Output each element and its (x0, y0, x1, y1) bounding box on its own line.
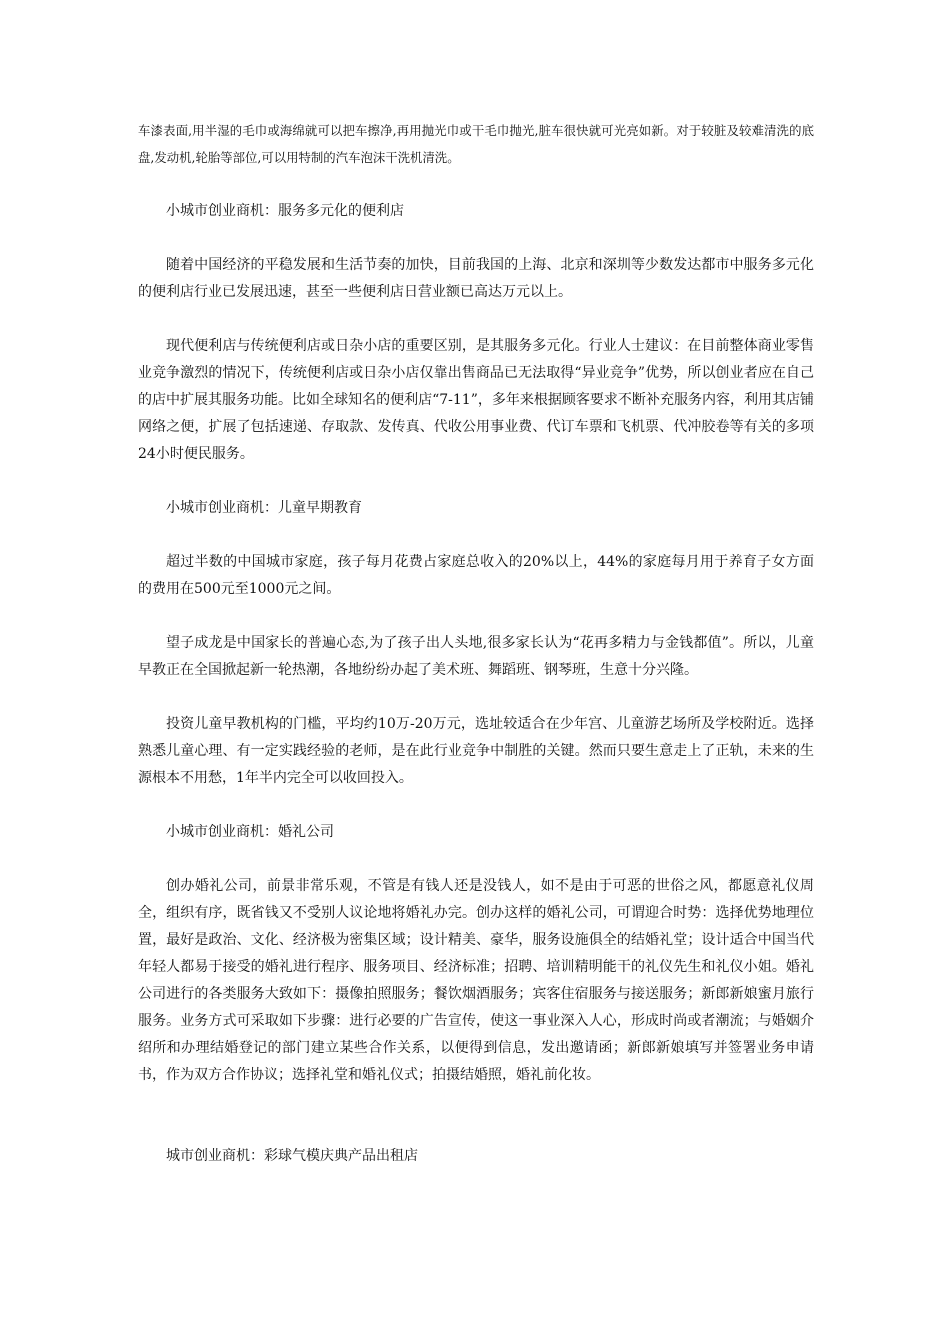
heading-balloon-rental: 城市创业商机：彩球气模庆典产品出租店 (166, 1148, 418, 1164)
paragraph-education-demand: 望子成龙是中国家长的普遍心态,为了孩子出人头地,很多家长认为“花再多精力与金钱都值”。所以，儿童早教正在全国掀起新一轮热潮，各地纷纷办起了美术班、舞蹈班、钢琴班，生意十分兴隆。 (138, 635, 814, 678)
paragraph-convenience-detail: 现代便利店与传统便利店或日杂小店的重要区别，是其服务多元化。行业人士建议：在目前整体商业零售业竞争激烈的情况下，传统便利店或日杂小店仅靠出售商品已无法取得“异业竞争”优势，所以创业者应在自己的店中扩展其服务功能。比如全球知名的便利店“7-11”，多年来根据顾客要求不断补充服务内容，利用其店铺网络之便，扩展了包括速递、存取款、发传真、代收公用事业费、代订车票和飞机票、代冲胶卷等有关的多项24小时便民服务。 (138, 338, 814, 462)
paragraph-car-wash: 车漆表面,用半湿的毛巾或海绵就可以把车擦净,再用抛光巾或干毛巾抛光,脏车很快就可光亮如新。对于较脏及较难清洗的底盘,发动机,轮胎等部位,可以用特制的汽车泡沫干洗机清洗。 (138, 123, 814, 165)
paragraph-wedding-company: 创办婚礼公司，前景非常乐观，不管是有钱人还是没钱人，如不是由于可恶的世俗之风，都愿意礼仪周全，组织有序，既省钱又不受别人议论地将婚礼办完。创办这样的婚礼公司，可谓迎合时势：选择优势地理位置，最好是政治、文化、经济极为密集区域；设计精美、豪华，服务设施俱全的结婚礼堂；设计适合中国当代年轻人都易于接受的婚礼进行程序、服务项目、经济标准；招聘、培训精明能干的礼仪先生和礼仪小姐。婚礼公司进行的各类服务大致如下：摄像拍照服务；餐饮烟酒服务；宾客住宿服务与接送服务；新郎新娘蜜月旅行服务。业务方式可采取如下步骤：进行必要的广告宣传，使这一事业深入人心，形成时尚或者潮流；与婚姻介绍所和办理结婚登记的部门建立某些合作关系，以便得到信息，发出邀请函；新郎新娘填写并签署业务申请书，作为双方合作协议；选择礼堂和婚礼仪式；拍摄结婚照，婚礼前化妆。 (138, 878, 814, 1083)
paragraph-education-investment: 投资儿童早教机构的门槛，平均约10万-20万元，选址较适合在少年宫、儿童游艺场所及学校附近。选择熟悉儿童心理、有一定实践经验的老师，是在此行业竞争中制胜的关键。然而只要生意走上了正轨，未来的生源根本不用愁，1年半内完全可以收回投入。 (138, 716, 814, 786)
paragraph-convenience-intro: 随着中国经济的平稳发展和生活节奏的加快，目前我国的上海、北京和深圳等少数发达都市中服务多元化的便利店行业已发展迅速，甚至一些便利店日营业额已高达万元以上。 (138, 257, 814, 300)
heading-early-education: 小城市创业商机：儿童早期教育 (166, 500, 362, 516)
paragraph-education-stats: 超过半数的中国城市家庭，孩子每月花费占家庭总收入的20%以上，44%的家庭每月用于养育子女方面的费用在500元至1000元之间。 (138, 554, 814, 597)
heading-convenience-store: 小城市创业商机：服务多元化的便利店 (166, 203, 404, 219)
heading-wedding-company: 小城市创业商机：婚礼公司 (166, 824, 334, 840)
